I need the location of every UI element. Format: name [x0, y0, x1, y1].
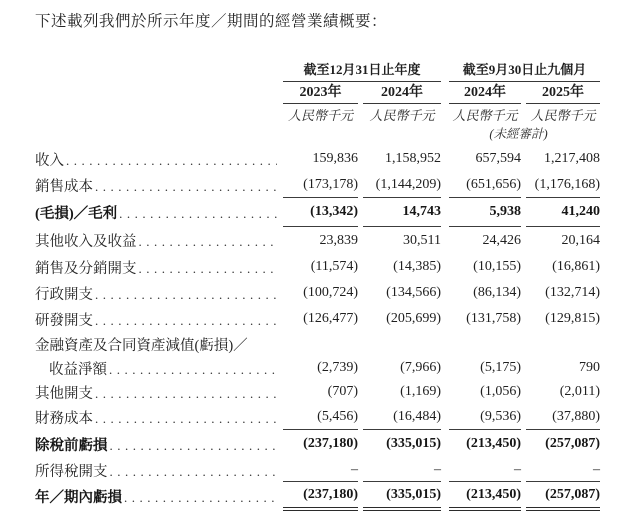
unaudited-note: (未經審計) [489, 127, 548, 141]
year-headers-row [35, 82, 601, 104]
value-fy2023: (707) [327, 384, 358, 399]
row-label: 行政開支 [35, 286, 93, 303]
value-fy2024: 1,158,952 [385, 151, 441, 166]
row-label: 金融資產及合同資產減值(虧損)／ [35, 337, 248, 354]
leader-dots [139, 261, 278, 277]
value-9m2025: 1,217,408 [544, 151, 600, 166]
table-row [35, 458, 601, 482]
value-fy2024: (335,015) [386, 436, 441, 451]
value-fy2024: 30,511 [403, 232, 441, 248]
leader-dots [95, 313, 277, 329]
column-group-annual: 截至12月31日止年度 [283, 59, 441, 82]
unit-label-9m2025: 人民幣千元 [530, 108, 596, 123]
value-fy2023: (173,178) [283, 172, 358, 198]
table-body [35, 146, 601, 511]
year-header-fy2024: 2024年 [363, 81, 441, 104]
value-fy2023: – [283, 458, 358, 482]
leader-dots [110, 464, 278, 480]
value-fy2023: (11,574) [310, 259, 358, 274]
value-fy2024: – [363, 458, 441, 482]
page-title: 下述載列我們於所示年度／期間的經營業績概要： [35, 13, 388, 30]
row-label-cell [35, 149, 283, 170]
value-fy2023: (237,180) [283, 482, 358, 511]
value-9m2025: (16,861) [552, 259, 600, 274]
row-label: 其他收入及收益 [35, 234, 137, 250]
value-9m2024: (1,056) [480, 384, 521, 399]
value-9m2024: (9,536) [449, 404, 521, 430]
table-row [35, 198, 601, 227]
unit-labels-row [35, 104, 601, 124]
row-label: 收益淨額 [49, 361, 107, 378]
value-fy2023: 159,836 [312, 151, 358, 166]
leader-dots [66, 153, 277, 169]
year-header-fy2023: 2023年 [283, 81, 358, 104]
value-9m2025: 790 [579, 360, 600, 375]
table-row [35, 430, 601, 458]
row-label: 銷售成本 [35, 178, 93, 195]
row-label-cell [35, 309, 283, 330]
unit-label-9m2024: 人民幣千元 [452, 108, 518, 123]
table-row [35, 380, 601, 404]
value-fy2023: (5,456) [283, 404, 358, 430]
value-9m2024: 657,594 [475, 151, 521, 166]
row-label-cell [35, 202, 283, 223]
row-label-cell [35, 382, 283, 403]
value-fy2024: (1,169) [400, 384, 441, 399]
column-group-interim: 截至9月30日止九個月 [449, 59, 600, 82]
value-9m2025: (132,714) [545, 285, 600, 300]
value-fy2024: (205,699) [386, 311, 441, 326]
leader-dots [124, 490, 277, 506]
row-label: 除稅前虧損 [35, 437, 108, 454]
value-9m2024: (213,450) [466, 436, 521, 451]
row-label: 年／期內虧損 [35, 490, 122, 506]
value-9m2025: – [526, 458, 600, 482]
value-fy2023 [283, 332, 358, 356]
value-9m2025: (257,087) [526, 482, 600, 511]
value-fy2024: (16,484) [363, 404, 441, 430]
value-fy2024 [363, 332, 441, 356]
table-row [35, 404, 601, 430]
row-label-cell [35, 407, 283, 428]
unaudited-row [35, 124, 601, 140]
row-label: 財務成本 [35, 410, 93, 427]
value-fy2023: 23,839 [319, 232, 358, 248]
row-label-cell [35, 175, 283, 196]
leader-dots [119, 206, 277, 222]
value-fy2023: (13,342) [283, 198, 358, 227]
row-label: 銷售及分銷開支 [35, 260, 137, 277]
table-row [35, 280, 601, 306]
table-row [35, 172, 601, 198]
row-label: (毛損)／毛利 [35, 206, 118, 222]
table-row [35, 227, 601, 254]
table-row [35, 332, 601, 356]
row-label-cell [35, 358, 283, 379]
table-row [35, 306, 601, 332]
table-row [35, 254, 601, 280]
row-label-cell [35, 434, 283, 455]
row-label-cell [35, 257, 283, 278]
table-row [35, 482, 601, 511]
value-9m2025: (129,815) [545, 311, 600, 326]
leader-dots [139, 234, 278, 250]
value-fy2023: (237,180) [303, 436, 358, 451]
value-fy2024: (335,015) [363, 482, 441, 511]
row-label-cell [35, 230, 283, 251]
unit-label-fy2023: 人民幣千元 [287, 108, 353, 123]
value-9m2025: (257,087) [545, 436, 600, 451]
value-9m2024: (131,758) [466, 311, 521, 326]
column-groups-row [35, 58, 601, 82]
value-9m2024: – [449, 458, 521, 482]
value-9m2025: 41,240 [526, 198, 600, 227]
value-9m2024: (213,450) [449, 482, 521, 511]
unit-label-fy2024: 人民幣千元 [369, 108, 435, 123]
row-label: 收入 [35, 152, 64, 169]
row-label: 其他開支 [35, 385, 93, 402]
row-label-cell [35, 460, 283, 481]
leader-dots [95, 386, 277, 402]
value-fy2024: (7,966) [400, 360, 441, 375]
value-9m2024: 24,426 [482, 232, 521, 248]
table-row [35, 356, 601, 380]
value-9m2024: 5,938 [449, 198, 521, 227]
value-fy2024: (14,385) [393, 259, 441, 274]
value-9m2024: (10,155) [473, 259, 521, 274]
value-9m2024: (651,656) [449, 172, 521, 198]
leader-dots [95, 179, 277, 195]
leader-dots [95, 287, 277, 303]
value-9m2024: (86,134) [473, 285, 521, 300]
value-9m2025: (1,176,168) [526, 172, 600, 198]
row-label-cell [35, 334, 283, 355]
value-9m2025: (37,880) [526, 404, 600, 430]
leader-dots [109, 362, 277, 378]
value-9m2025: 20,164 [561, 232, 600, 248]
leader-dots [95, 411, 277, 427]
value-fy2023: (126,477) [303, 311, 358, 326]
row-label-cell [35, 486, 283, 507]
leader-dots [110, 438, 278, 454]
value-9m2024 [449, 332, 521, 356]
row-label: 研發開支 [35, 312, 93, 329]
value-9m2025 [526, 332, 600, 356]
value-fy2023: (100,724) [303, 285, 358, 300]
value-fy2024: 14,743 [363, 198, 441, 227]
row-label-cell [35, 283, 283, 304]
table-row [35, 146, 601, 172]
value-9m2024: (5,175) [480, 360, 521, 375]
row-label: 所得稅開支 [35, 463, 108, 480]
value-fy2023: (2,739) [317, 360, 358, 375]
operating-results-table [35, 58, 601, 511]
value-9m2025: (2,011) [559, 384, 600, 399]
year-header-9m2025: 2025年 [526, 81, 600, 104]
value-fy2024: (134,566) [386, 285, 441, 300]
year-header-9m2024: 2024年 [449, 81, 521, 104]
value-fy2024: (1,144,209) [363, 172, 441, 198]
